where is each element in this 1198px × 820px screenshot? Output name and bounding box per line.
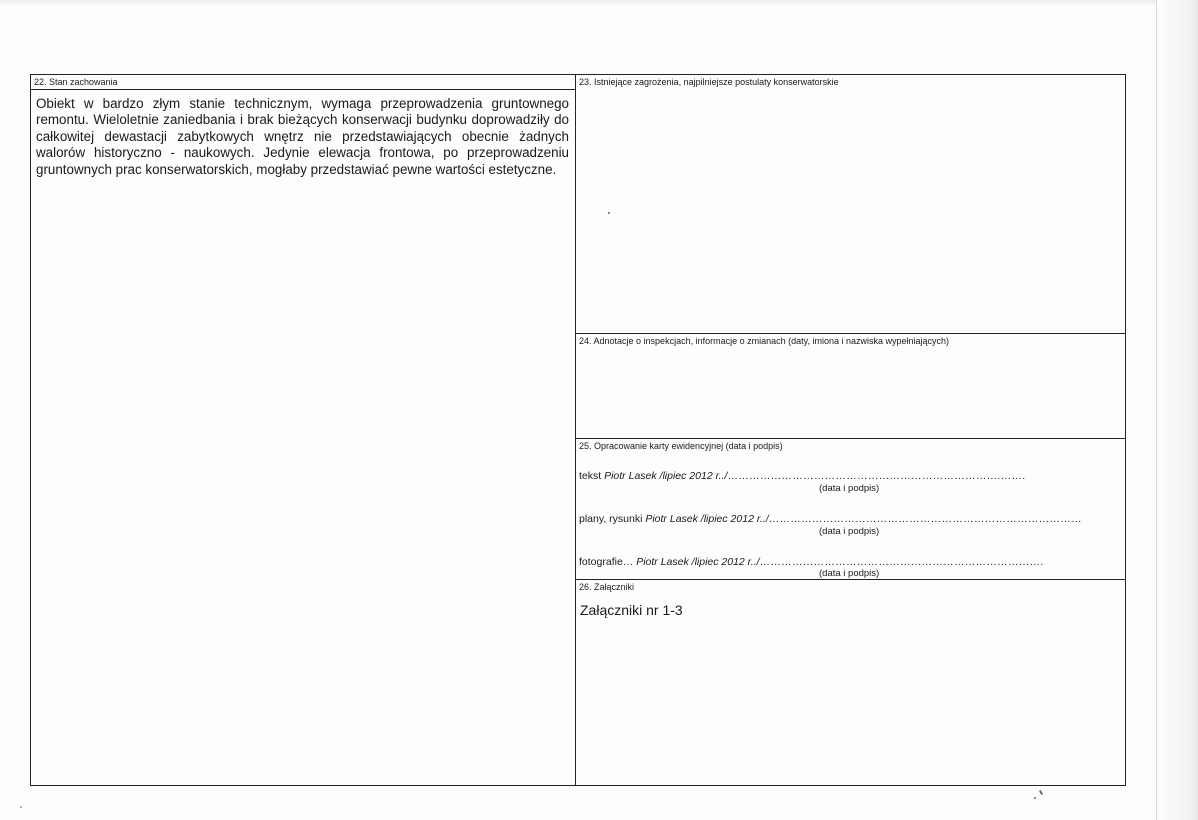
- scan-top-edge: [0, 0, 1198, 6]
- scan-speck: [1034, 797, 1036, 799]
- record-card-form: [30, 74, 1126, 786]
- signature-dots: …………………………………………………………………….: [759, 556, 1044, 568]
- field-25-card-preparation: [576, 439, 1125, 580]
- signature-dots: ………………………………………………………………….…….: [727, 470, 1026, 482]
- field-23-label: 23. Istniejące zagrożenia, najpilniejsze postulaty konserwatorskie: [579, 77, 839, 87]
- scan-speck: [608, 212, 610, 214]
- field-22-state-of-preservation: [31, 75, 576, 785]
- signature-name: Piotr Lasek /lipiec 2012 r../: [604, 470, 728, 482]
- field-26-label: 26. Załączniki: [579, 582, 635, 592]
- scan-speck: [1039, 790, 1043, 795]
- signature-caption: (data i podpis): [819, 483, 880, 494]
- field-26-text: Załączniki nr 1-3: [580, 602, 683, 618]
- signature-prefix: plany, rysunki: [579, 513, 646, 525]
- signature-name: Piotr Lasek /lipiec 2012 r../: [636, 556, 760, 568]
- scan-speck: [20, 806, 22, 808]
- signature-prefix: tekst: [579, 470, 605, 482]
- field-22-text: Obiekt w bardzo złym stanie technicznym, wymaga przeprowadzenia gruntownego remontu. Wieloletnie zaniedbania i brak bieżących konserwacji budynku doprowadziły do całkowitej dewastacji zabytkowych wnętrz nie przedstawiających obecnie żadnych walorów historyczno - naukowych. Jedynie elewacja frontowa, po przeprowadzeniu gruntownych prac konserwatorskich, mogłaby przedstawiać pewne wartości estetyczne.: [36, 96, 569, 177]
- signature-prefix: fotografie…: [579, 556, 637, 568]
- signature-caption: (data i podpis): [819, 568, 880, 579]
- field-24-inspections: [576, 334, 1125, 439]
- field-23-threats: [576, 75, 1125, 334]
- scan-page-edge-line: [1156, 0, 1157, 820]
- field-22-label: 22. Stan zachowania: [31, 75, 575, 90]
- scan-right-edge: [1156, 0, 1198, 820]
- signature-dots: ……………………………………………………………………………: [768, 513, 1082, 525]
- signature-caption: (data i podpis): [819, 526, 880, 537]
- right-column: [576, 75, 1125, 785]
- field-24-label: 24. Adnotacje o inspekcjach, informacje o zmianach (daty, imiona i nazwiska wypełniających): [579, 336, 950, 346]
- field-26-attachments: [576, 580, 1125, 785]
- field-25-label: 25. Opracowanie karty ewidencyjnej (data i podpis): [579, 441, 783, 451]
- signature-name: Piotr Lasek /lipiec 2012 r../: [645, 513, 769, 525]
- signature-line-photos: [579, 556, 1044, 568]
- signature-line-text: [579, 470, 1025, 482]
- signature-line-plans: [579, 513, 1082, 525]
